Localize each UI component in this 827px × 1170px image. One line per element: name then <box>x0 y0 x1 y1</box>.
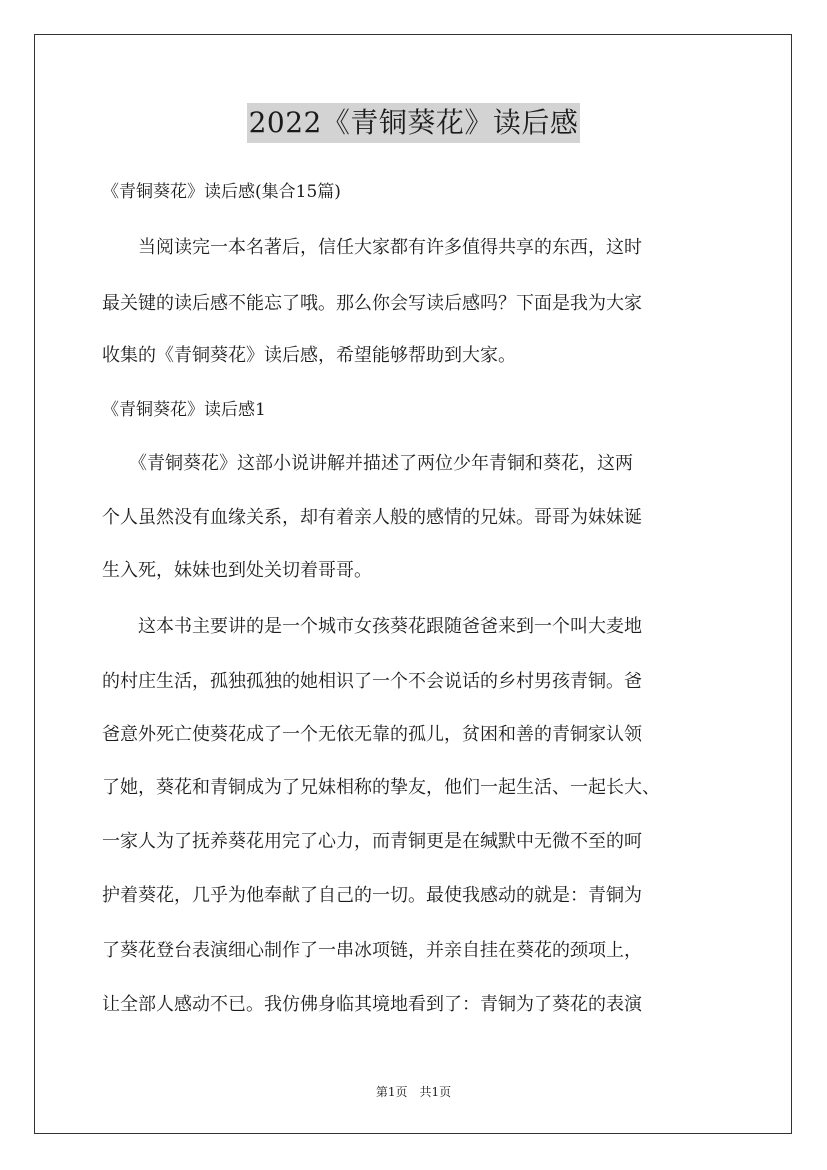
paragraph-line: 了葵花登台表演细心制作了一串冰项链，并亲自挂在葵花的颈项上， <box>102 940 642 961</box>
paragraph-line: 护着葵花，几乎为他奉献了自己的一切。最使我感动的就是：青铜为 <box>102 885 642 906</box>
paragraph-line: 这本书主要讲的是一个城市女孩葵花跟随爸爸来到一个叫大麦地 <box>102 616 642 637</box>
title-container <box>0 103 827 143</box>
subtitle: 《青铜葵花》读后感(集合15篇) <box>102 182 341 202</box>
paragraph-line: 收集的《青铜葵花》读后感，希望能够帮助到大家。 <box>102 345 516 366</box>
paragraph-line: 最关键的读后感不能忘了哦。那么你会写读后感吗？下面是我为大家 <box>102 293 642 314</box>
paragraph-line: 当阅读完一本名著后，信任大家都有许多值得共享的东西，这时 <box>102 237 642 258</box>
paragraph-line: 让全部人感动不已。我仿佛身临其境地看到了：青铜为了葵花的表演 <box>102 994 642 1015</box>
paragraph-line: 爸意外死亡使葵花成了一个无依无靠的孤儿，贫困和善的青铜家认领 <box>102 724 642 745</box>
paragraph-line: 生入死，妹妹也到处关切着哥哥。 <box>102 560 372 581</box>
paragraph-line: 《青铜葵花》这部小说讲解并描述了两位少年青铜和葵花，这两 <box>102 453 633 474</box>
paragraph-line: 个人虽然没有血缘关系，却有着亲人般的感情的兄妹。哥哥为妹妹诞 <box>102 507 642 528</box>
paragraph-line: 了她，葵花和青铜成为了兄妹相称的挚友，他们一起生活、一起长大、 <box>102 777 660 798</box>
paragraph-line: 的村庄生活，孤独孤独的她相识了一个不会说话的乡村男孩青铜。爸 <box>102 671 642 692</box>
document-title: 2022《青铜葵花》读后感 <box>247 103 581 143</box>
section-heading: 《青铜葵花》读后感1 <box>102 400 266 420</box>
paragraph-line: 一家人为了抚养葵花用完了心力，而青铜更是在缄默中无微不至的呵 <box>102 831 642 852</box>
page-footer: 第1页 共1页 <box>375 1085 452 1099</box>
